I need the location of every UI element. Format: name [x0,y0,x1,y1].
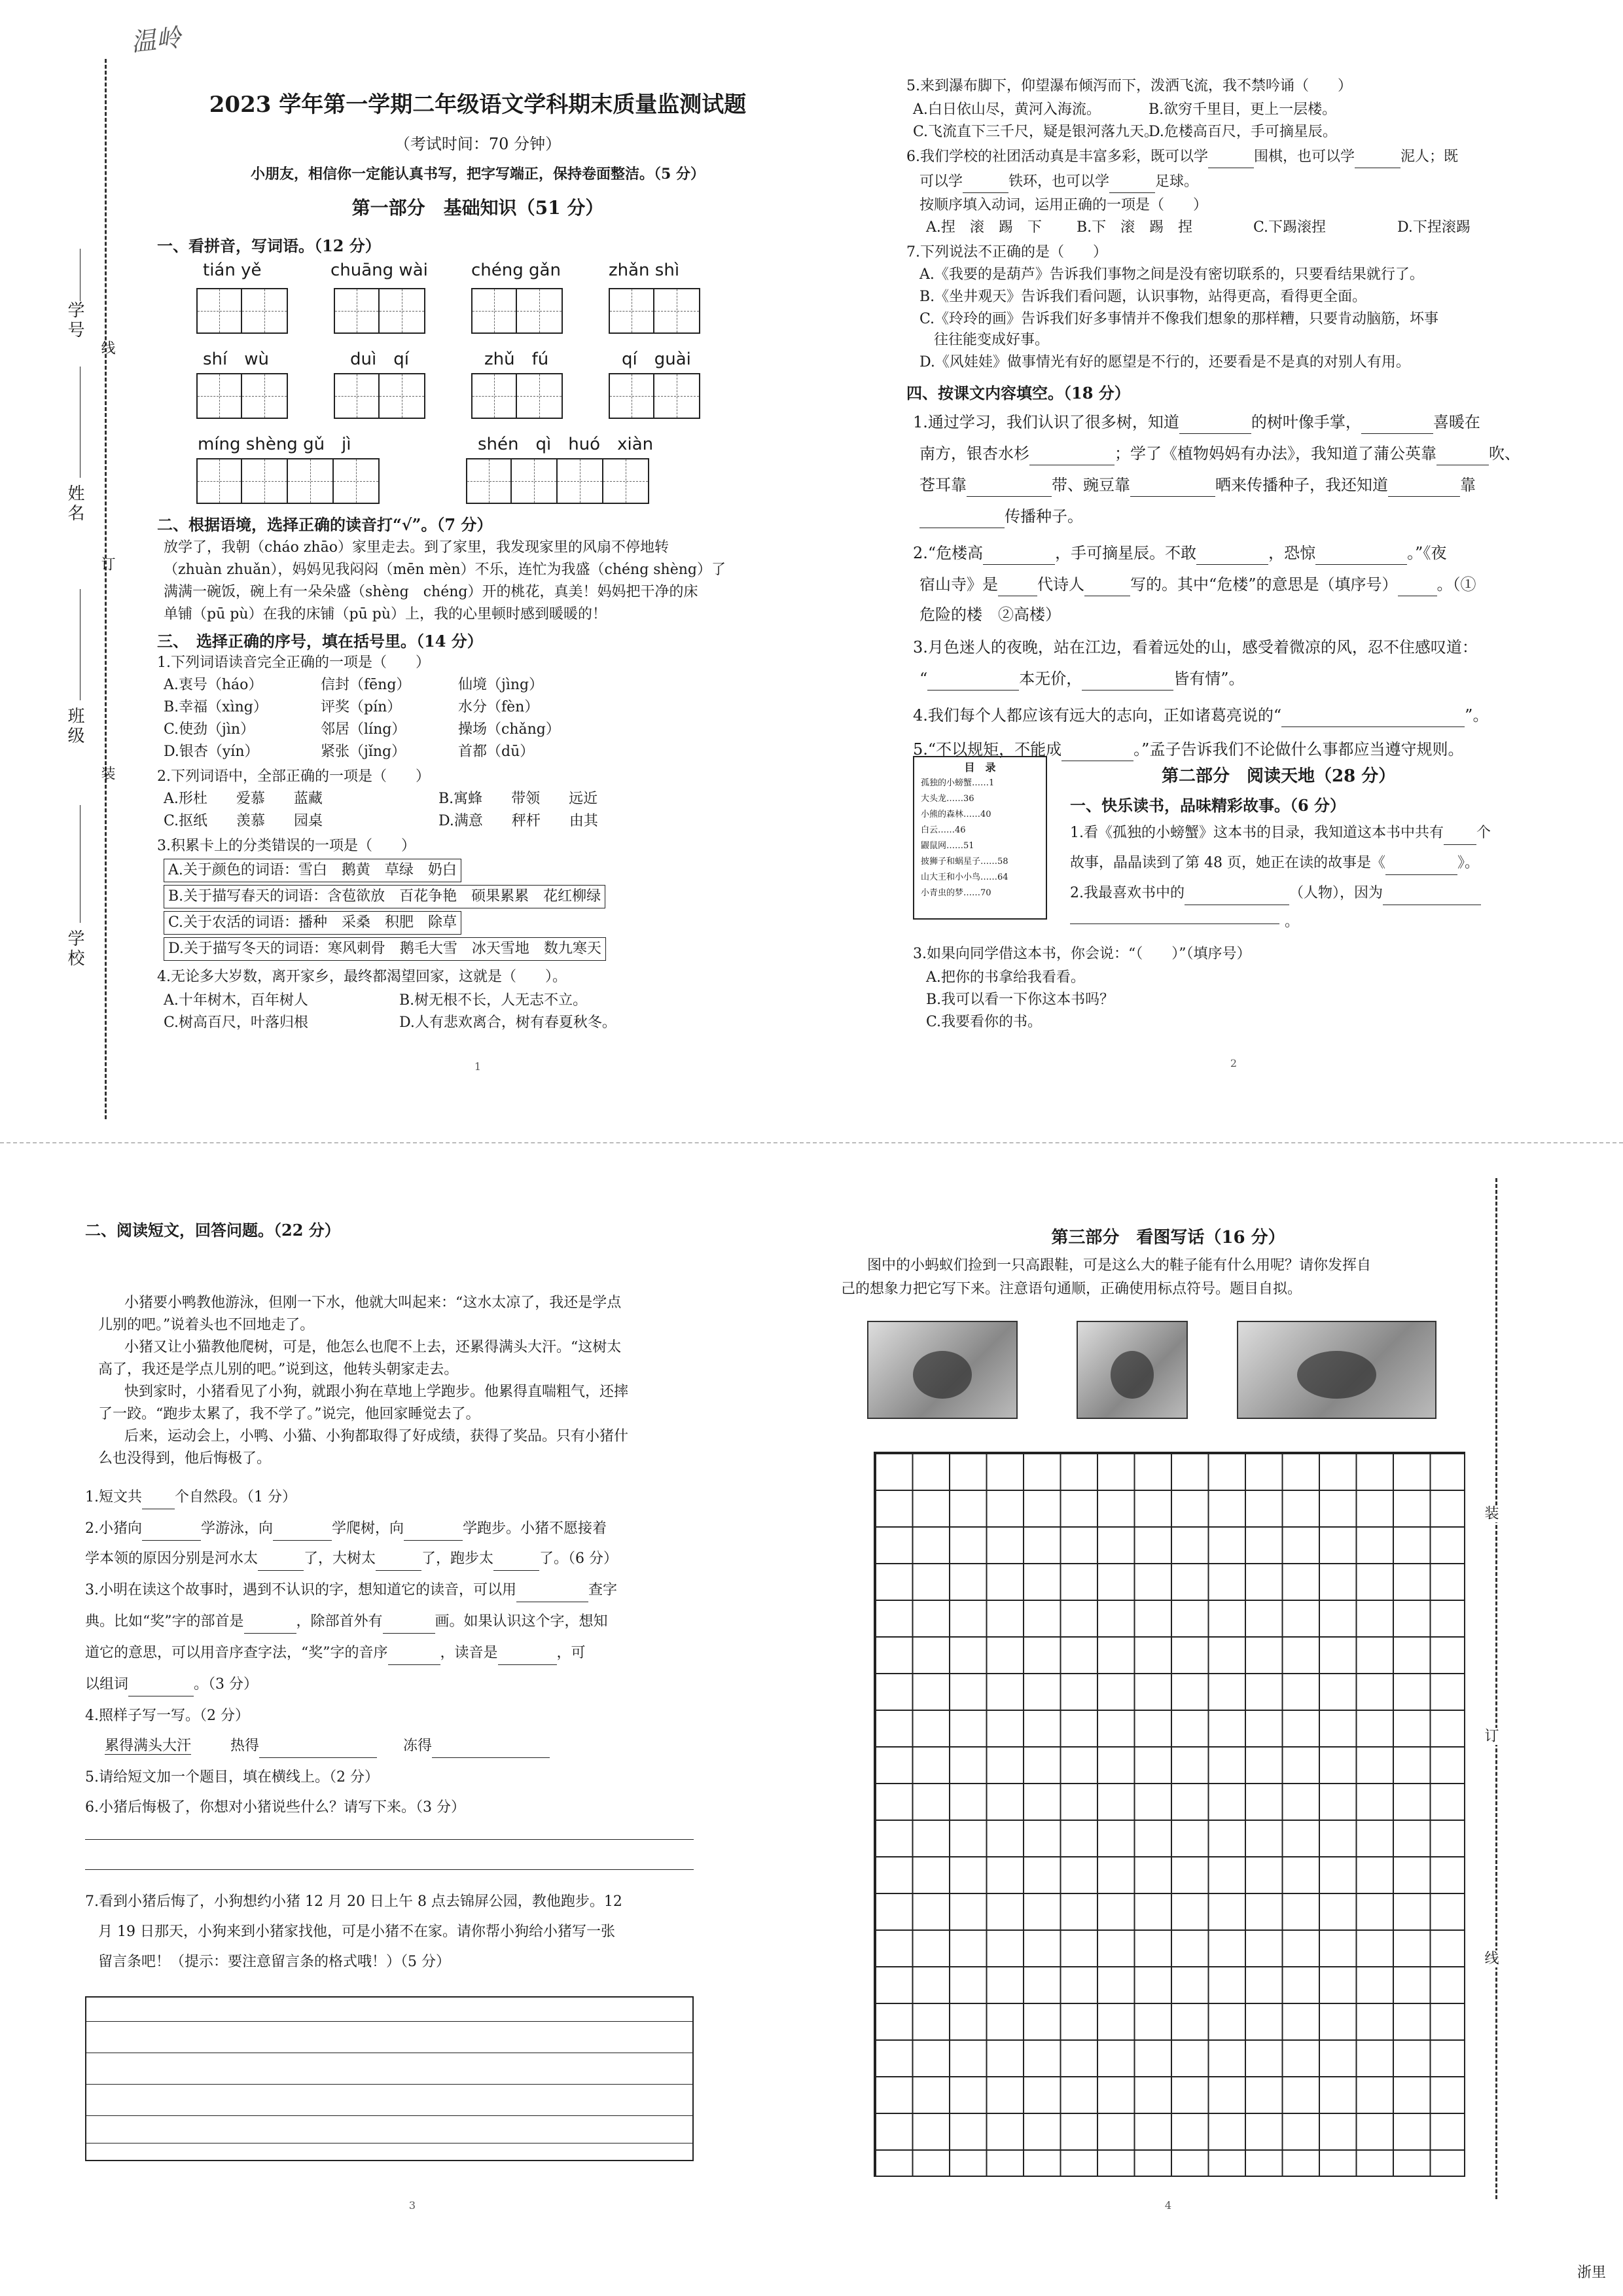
pinyin-zhufu: zhǔ fú [484,350,549,369]
fill3-line1: 3.月色迷人的夜晚，站在江边，看着远处的山，感受着微凉的风，忍不住感叹道： [913,638,1478,656]
q3-1-stem: 1.下列词语读音完全正确的一项是（ ） [157,655,430,671]
story-line: 快到家时，小猪看见了小狗，就跟小狗在草地上学跑步。他累得直喘粗气，还摔 [124,1384,629,1400]
q3-3-option-d[interactable]: D.关于描写冬天的词语：寒风刺骨 鹅毛大雪 冰天雪地 数九寒天 [164,937,606,961]
q7-opt-d[interactable]: D.《风娃娃》做事情光有好的愿望是不行的，还要看是不是真的对别人有用。 [919,354,1410,370]
toc-item: 鼹鼠网……51 [921,841,974,851]
fill1-line4: 传播种子。 [919,505,1083,528]
story-line: 儿别的吧。”说着头也不回地走了。 [98,1317,315,1333]
page-3 [85,1211,740,2232]
writing-box[interactable] [609,373,654,419]
p3-q4-examples: 累得满头大汗 热得 冻得 [105,1734,550,1758]
writing-box[interactable] [380,288,425,334]
q2-text-line: 单铺（pū pù）在我的床铺（pū pù）上，我的心里顿时感到暖暖的！ [164,606,607,622]
right-mark-xian: 线 [1480,1950,1501,1967]
q3-3-stem: 3.积累卡上的分类错误的一项是（ ） [157,838,416,854]
writing-box[interactable] [334,458,380,504]
toc-item: 小青虫的梦……70 [921,888,991,898]
binding-line-right [1495,1178,1497,2199]
right-mark-ding: 订 [1480,1728,1501,1745]
pinyin-shiwu: shí wù [203,350,269,369]
q7-opt-b[interactable]: B.《坐井观天》告诉我们看问题，认识事物，站得更高，看得更全面。 [919,289,1367,305]
fill2-line3: 危险的楼 ②高楼） [919,605,1061,624]
page-1 [151,79,805,1100]
q3-1-option[interactable] [164,741,534,763]
q4-fill-title: 四、按课文内容填空。（18 分） [906,384,1130,403]
part1-heading: 第一部分 基础知识（51 分） [351,197,604,219]
q6-line-3: 按顺序填入动词，运用正确的一项是（ ） [919,197,1208,213]
picture-3 [1237,1321,1436,1419]
read2-title: 二、阅读短文，回答问题。（22 分） [85,1221,340,1240]
writing-box[interactable] [242,373,288,419]
story-line: 小猪又让小猫教他爬树，可是，他怎么也爬不上去，还累得满头大汗。“这树太 [124,1339,622,1355]
story-line: 么也没得到，他后悔极了。 [98,1450,272,1467]
q3-title: 三、 选择正确的序号，填在括号里。（14 分） [157,632,483,651]
writing-box[interactable] [466,458,512,504]
handwritten-note: 温岭 [130,23,183,57]
q5-opt-c: C.飞流直下三千尺，疑是银河落九天。 [913,124,1159,140]
q3-2-opt-c: C.抠纸 羡慕 园桌 [164,813,323,829]
fill1-line3: 苍耳靠 带、豌豆靠 晒来传播种子，我还知道 靠 [919,473,1476,497]
read1-q3-stem: 3.如果向同学借这本书，你会说：“（ ）”（填序号） [913,946,1251,962]
p3-q7-line: 7.看到小猪后悔了，小狗想约小猪 12 月 20 日上午 8 点去锦屏公园，教他跑步。12 [85,1893,622,1910]
binding-line-left [105,59,107,1119]
fill4-line: 4.我们每个人都应该有远大的志向，正如诸葛亮说的“ ”。 [913,704,1488,727]
opt-a-2: 信封（fēng） [321,677,411,693]
q2-text-line: （zhuàn zhuǎn），妈妈见我闷闷（mēn mèn）不乐，连忙为我盛（chéng shèng）了 [164,562,726,578]
writing-box[interactable] [242,288,288,334]
writing-box[interactable] [517,288,563,334]
p3-q6: 6.小猪后悔极了，你想对小猪说些什么？请写下来。（3 分） [85,1799,465,1816]
pinyin-chuangwai: chuāng wài [330,260,428,280]
page-4 [841,1211,1495,2232]
q3-1-option[interactable] [164,674,543,696]
q3-4-opt-d: D.人有悲欢离合，树有春夏秋冬。 [399,1014,616,1031]
toc-item: 白云……46 [921,825,966,835]
p3-q5: 5.请给短文加一个题目，填在横线上。（2 分） [85,1769,379,1785]
toc-item: 孤独的小螃蟹……1 [921,778,995,788]
fill5-line: 5.“不以规矩，不能成 。”孟子告诉我们不论做什么事都应当遵守规则。 [913,738,1463,761]
part2-heading: 第二部分 阅读天地（28 分） [1162,766,1396,786]
q3-4-option-row[interactable] [164,990,587,1012]
q2-text-line: 放学了，我朝（cháo zhāo）家里走去。到了家里，我发现家里的风扇不停地转 [164,539,669,556]
exam-time: （考试时间：70 分钟） [394,135,562,153]
fill1-line2: 南方，银杏水杉 ；学了《植物妈妈有办法》，我知道了蒲公英靠 吹、 [919,442,1520,465]
toc-title: 目 录 [964,761,996,774]
p3-q3-line4: 以组词 。（3 分） [85,1673,258,1696]
read1-q1-line2: 故事，晶晶读到了第 48 页，她正在读的故事是《 》。 [1070,852,1479,875]
writing-box[interactable] [242,458,288,504]
sidebar-mark-ding: 订 [99,556,115,573]
page-number-4: 4 [1164,2199,1172,2212]
read1-q3-opt-a[interactable]: A.把你的书拿给我看看。 [926,969,1085,986]
sidebar-student-no-label: 学号 [65,301,84,340]
q7-stem: 7.下列说法不正确的是（ ） [906,244,1107,260]
pinyin-duiqi: duì qí [350,350,409,369]
writing-box[interactable] [512,458,558,504]
writing-box[interactable] [288,458,334,504]
pinyin-zhanshi: zhǎn shì [609,260,680,280]
q6-line-1: 6.我们学校的社团活动真是丰富多彩，既可以学 围棋，也可以学 泥人；既 [906,146,1458,168]
read1-q1-line1: 1.看《孤独的小螃蟹》这本书的目录，我知道这本书中共有 个 [1070,821,1491,845]
q6-opt-b: B.下 滚 踢 捏 [1077,219,1193,236]
fill2-line2: 宿山寺》是 代诗人 写的。其中“危楼”的意思是（填序号） 。（① [919,573,1476,596]
q3-2-opt-a: A.形杜 爱慕 蓝藏 [164,791,323,807]
opt-d-2: 紧张（jǐng） [321,744,406,760]
p3-q6-answer-line[interactable] [85,1839,694,1840]
writing-box[interactable] [471,373,517,419]
opt-b-2: 评奖（pín） [321,699,402,715]
story-line: 小猪要小鸭教他游泳，但刚一下水，他就大叫起来：“这水太凉了，我还是学点 [124,1295,622,1311]
picture-1 [867,1321,1018,1419]
toc-item: 大头龙……36 [921,794,974,804]
writing-box[interactable] [471,288,517,334]
q7-opt-c-cont: 往往能变成好事。 [919,332,1050,348]
writing-box[interactable] [558,458,603,504]
sidebar-school-label: 学校 [65,929,84,969]
fill3-line2: “ 本无价， 皆有情”。 [919,667,1245,691]
read1-q3-opt-b[interactable]: B.我可以看一下你这本书吗？ [926,992,1115,1008]
opt-b-1: B.幸福（xìng） [164,699,268,715]
page-number-1: 1 [474,1060,482,1073]
p3-q7-line: 月 19 日那天，小狗来到小猪家找他，可是小猪不在家。请你帮小狗给小猪写一张 [98,1924,615,1940]
q3-3-option-b[interactable]: B.关于描写春天的词语：含苞欲放 百花争艳 硕果累累 花红柳绿 [164,885,605,908]
q6-options[interactable] [926,217,1471,239]
part3-heading: 第三部分 看图写话（16 分） [1051,1228,1285,1247]
pinyin-tianye: tián yě [203,260,262,280]
fill1-line1: 1.通过学习，我们认识了很多树，知道 的树叶像手掌， 喜暖在 [913,410,1480,434]
writing-box[interactable] [196,373,242,419]
q2-title: 二、根据语境，选择正确的读音打“√”。（7 分） [157,515,493,534]
composition-grid[interactable] [874,1452,1465,2177]
sidebar-mark-zhuang: 装 [99,766,115,783]
p3-q7-line: 留言条吧！（提示：要注意留言条的格式哦！）（5 分） [98,1954,450,1970]
tian-row-2 [196,373,700,419]
q5-option-row[interactable] [913,121,1337,143]
writing-box[interactable] [334,288,380,334]
q5-opt-b: B.欲穷千里目，更上一层楼。 [1149,101,1337,118]
sidebar-name-label: 姓名 [65,484,84,524]
p4-prompt-line: 图中的小蚂蚁们捡到一只高跟鞋，可是这么大的鞋子能有什么用呢？请你发挥自 [867,1257,1372,1274]
pinyin-qiguai: qí guài [622,350,691,369]
writing-box[interactable] [196,288,242,334]
q5-option-row[interactable] [913,99,1336,121]
opt-b-3: 水分（fèn） [458,699,539,715]
book-toc [913,756,1047,920]
q6-opt-d: D.下捏滚踢 [1397,219,1471,236]
q3-2-opt-d: D.满意 秤杆 由其 [438,813,598,829]
q3-3-option-a[interactable]: A.关于颜色的词语：雪白 鹅黄 草绿 奶白 [164,859,461,882]
p3-q2-line2: 学本领的原因分别是河水太 了，大树太 了，跑步太 了。（6 分） [85,1547,618,1571]
picture-2 [1077,1321,1188,1419]
opt-a-3: 仙境（jìng） [458,677,544,693]
toc-item: 山大王和小小鸟……64 [921,872,1008,882]
page-2 [906,75,1561,1096]
page-number-3: 3 [408,2199,416,2212]
q7-opt-c[interactable]: C.《玲玲的画》告诉我们好多事情并不像我们想象的那样糟，只要肯动脑筋，坏事 [919,311,1439,327]
pinyin-shenqihuoxian: shén qì huó xiàn [478,435,654,454]
q3-3-option-c[interactable]: C.关于农活的词语：播种 采桑 积肥 除草 [164,911,461,935]
exam-notice: 小朋友，相信你一定能认真书写，把字写端正，保持卷面整洁。（5 分） [251,166,705,183]
q3-4-opt-a: A.十年树木，百年树人 [164,992,308,1009]
q5-opt-d: D.危楼高百尺，手可摘星辰。 [1149,124,1337,140]
writing-box[interactable] [603,458,649,504]
writing-box[interactable] [196,458,242,504]
opt-c-3: 操场（chǎng） [458,721,560,738]
q3-4-option-row[interactable] [164,1012,616,1034]
pinyin-chenggan: chéng gǎn [471,260,561,280]
q3-4-opt-b: B.树无根不长，人无志不立。 [399,992,588,1009]
tian-row-1 [196,288,700,334]
q1-title: 一、看拼音，写词语。（12 分） [157,236,381,255]
q3-2-opt-b: B.寓蜂 带领 远近 [438,791,598,807]
q6-opt-c: C.下踢滚捏 [1253,219,1327,236]
q3-4-stem: 4.无论多大岁数，离开家乡，最终都渴望回家，这就是（ ）。 [157,969,567,985]
toc-item: 披狮子和蜗星子……58 [921,857,1008,867]
p4-prompt-line: 己的想象力把它写下来。注意语句通顺，正确使用标点符号。题目自拟。 [841,1281,1302,1297]
fill2-line1: 2.“危楼高 ，手可摘星辰。不敢 ，恐惊 。”《夜 [913,541,1446,565]
q3-2-stem: 2.下列词语中，全部正确的一项是（ ） [157,768,430,785]
p3-q4: 4.照样子写一写。（2 分） [85,1708,249,1724]
page-separator [0,1142,1623,1143]
opt-d-1: D.银杏（yín） [164,744,259,760]
writing-box[interactable] [654,373,700,419]
p3-q3-line2: 典。比如“奖”字的部首是 ，除部首外有 画。如果认识这个字，想知 [85,1610,608,1634]
q3-4-opt-c: C.树高百尺，叶落归根 [164,1014,309,1031]
writing-box[interactable] [334,373,380,419]
sidebar-mark-xian: 线 [99,340,115,357]
story-line: 高了，我还是学点儿别的吧。”说到这，他转头朝家走去。 [98,1361,459,1378]
p3-q2-line1: 2.小猪向 学游泳，向 学爬树，向 学跑步。小猪不愿接着 [85,1517,607,1541]
p3-q1: 1.短文共 个自然段。（1 分） [85,1486,296,1509]
writing-box[interactable] [380,373,425,419]
q3-1-option[interactable] [164,719,560,741]
note-line [86,2084,692,2085]
p3-q3-line3: 道它的意思，可以用音序查字法，“奖”字的音序 ，读音是 ，可 [85,1641,586,1665]
note-line [86,2143,692,2144]
opt-a-1: A.衷号（háo） [164,677,263,693]
read1-q3-opt-c[interactable]: C.我要看你的书。 [926,1014,1043,1030]
opt-c-2: 邻居（líng） [321,721,406,738]
opt-d-3: 首都（dū） [458,744,535,760]
exam-title: 2023 学年第一学期二年级语文学科期末质量监测试题 [209,92,747,118]
right-mark-zhuang: 装 [1480,1505,1501,1522]
story-line: 后来，运动会上，小鸭、小猫、小狗都取得了好成绩，获得了奖品。只有小猪什 [124,1428,629,1444]
q7-opt-a[interactable]: A.《我要的是葫芦》告诉我们事物之间是没有密切联系的，只要看结果就行了。 [919,266,1424,283]
sidebar-class-label: 班级 [65,707,84,746]
note-line [86,2115,692,2116]
q5-stem: 5.来到瀑布脚下，仰望瀑布倾泻而下，泼洒飞流，我不禁吟诵（ ） [906,78,1352,94]
q3-2-option-row[interactable] [164,810,598,833]
toc-item: 小熊的森林……40 [921,810,991,819]
p3-q6-answer-line[interactable] [85,1869,694,1870]
read1-q2-period: 。 [1285,914,1300,930]
q3-1-option[interactable] [164,696,539,719]
pinyin-mingshenggujil: míng shèng gǔ jì [198,435,351,454]
read1-title: 一、快乐读书，品味精彩故事。（6 分） [1070,796,1346,815]
q6-line-2: 可以学 铁环，也可以学 足球。 [919,171,1198,193]
writing-box[interactable] [654,288,700,334]
message-note-box[interactable] [85,1996,694,2161]
p3-q3-line1: 3.小明在读这个故事时，遇到不认识的字，想知道它的读音，可以用 查字 [85,1579,617,1602]
q2-text-line: 满满一碗饭，碗上有一朵朵盛（shèng chéng）开的桃花，真美！妈妈把干净的床 [164,584,698,600]
q3-2-option-row[interactable] [164,788,597,810]
footer-mark: 浙里 [1577,2265,1607,2281]
opt-c-1: C.使劲（jìn） [164,721,255,738]
tian-row-3 [196,458,649,504]
writing-box[interactable] [609,288,654,334]
page-number-2: 2 [1230,1057,1238,1069]
read1-q2-line1: 2.我最喜欢书中的 （人物），因为 [1070,882,1481,905]
note-line [86,2021,692,2022]
q6-opt-a: A.捏 滚 踢 下 [926,219,1042,236]
q5-opt-a: A.白日依山尽，黄河入海流。 [913,101,1101,118]
story-line: 了一跤。“跑步太累了，我不学了。”说完，他回家睡觉去了。 [98,1406,480,1422]
writing-box[interactable] [517,373,563,419]
